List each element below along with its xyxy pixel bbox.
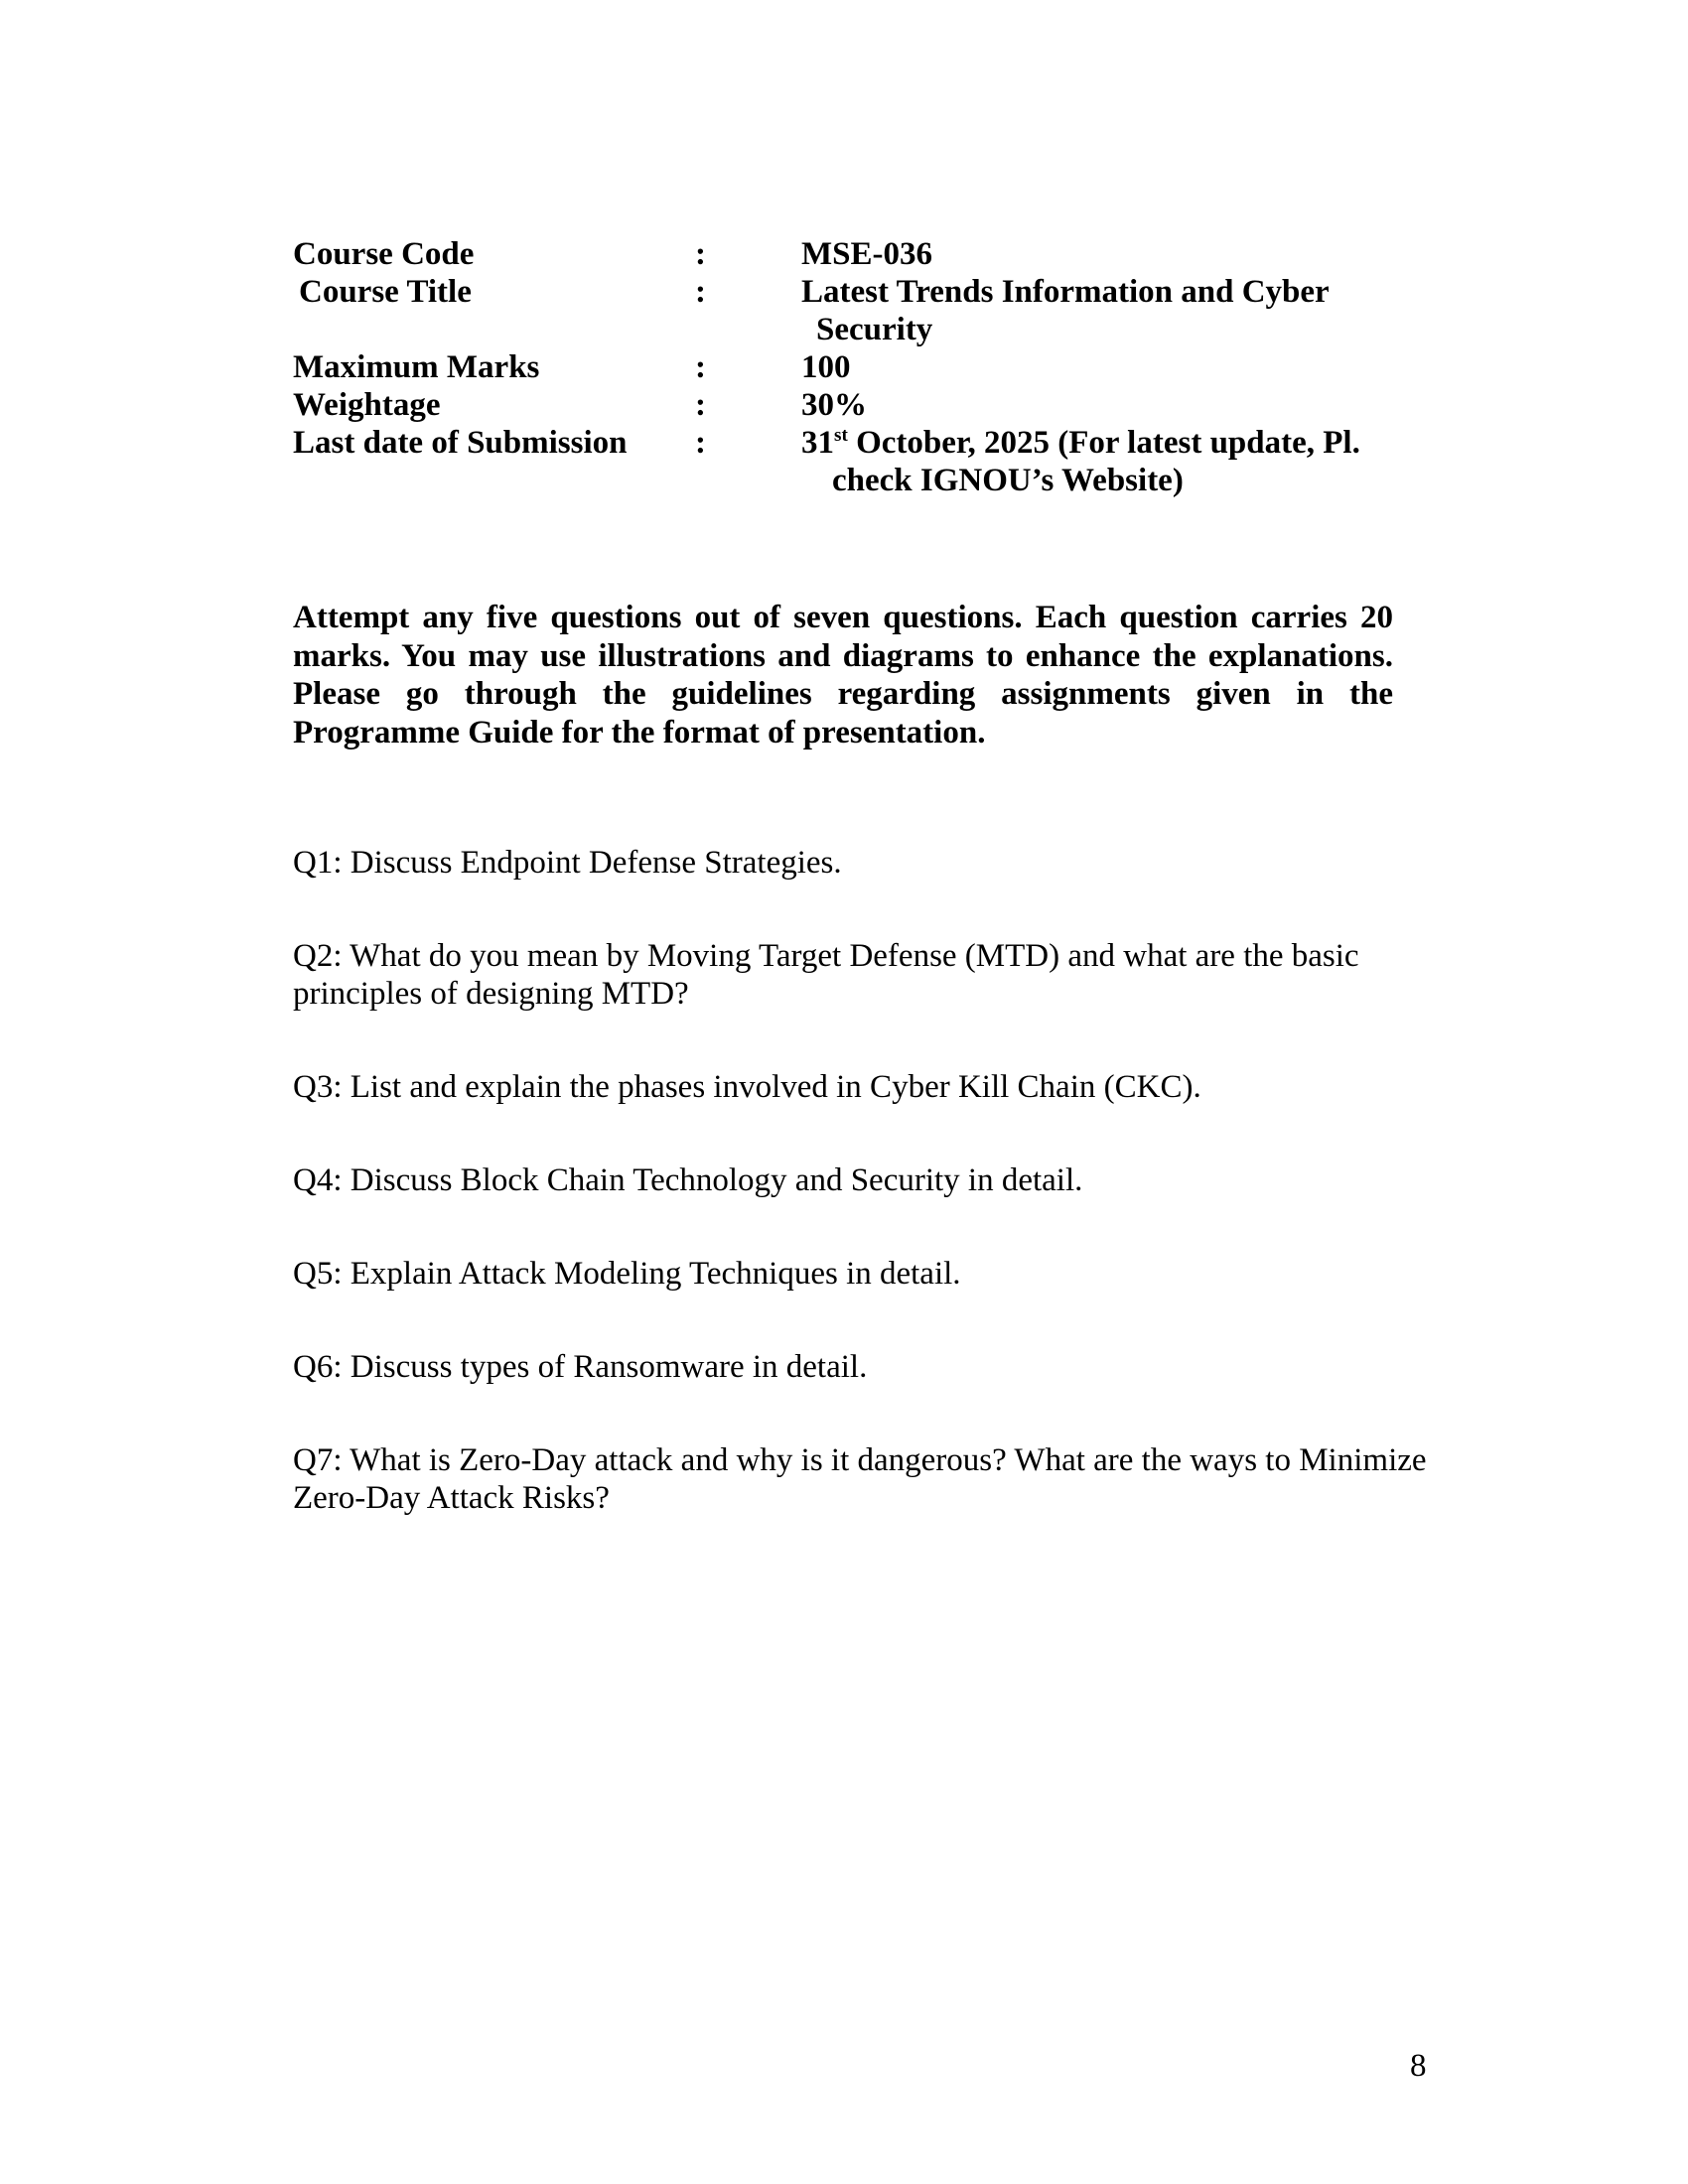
weightage-value: 30%	[801, 387, 867, 423]
submission-date-label: Last date of Submission	[293, 425, 628, 461]
course-info-block	[293, 235, 1440, 499]
maximum-marks-value: 100	[801, 349, 851, 385]
submission-date-line2: check IGNOU’s Website)	[832, 463, 1184, 498]
question-2: Q2: What do you mean by Moving Target Defense (MTD) and what are the basic principles of designing MTD?	[293, 938, 1359, 1012]
maximum-marks-row	[293, 348, 1440, 386]
colon-separator: :	[695, 274, 706, 310]
submission-date-row	[293, 424, 1440, 499]
assignment-instructions: Attempt any five questions out of seven questions. Each question carries 20 marks. You may use illustrations and diagrams to enhance the explanations. Please go through the guidelines regarding assignments given in the Programme Guide for the format of presentation.	[293, 600, 1393, 751]
colon-separator: :	[695, 387, 706, 423]
submission-date-rest: October, 2025 (For latest update, Pl.	[847, 425, 1360, 461]
maximum-marks-label: Maximum Marks	[293, 349, 540, 385]
question-7: Q7: What is Zero-Day attack and why is it dangerous? What are the ways to Minimize Zero-Day Attack Risks?	[293, 1442, 1427, 1516]
weightage-row	[293, 386, 1440, 424]
question-5: Q5: Explain Attack Modeling Techniques in detail.	[293, 1256, 961, 1292]
course-code-label: Course Code	[293, 236, 475, 272]
question-1: Q1: Discuss Endpoint Defense Strategies.	[293, 845, 842, 881]
course-title-row	[293, 273, 1440, 348]
colon-separator: :	[695, 236, 706, 272]
colon-separator: :	[695, 425, 706, 461]
page-number: 8	[1410, 2048, 1427, 2084]
question-6: Q6: Discuss types of Ransomware in detail.	[293, 1349, 868, 1385]
question-4: Q4: Discuss Block Chain Technology and Security in detail.	[293, 1162, 1083, 1198]
course-title-line2: Security	[816, 312, 933, 347]
course-title-line1: Latest Trends Information and Cyber	[801, 274, 1330, 310]
submission-date-value	[801, 424, 1440, 499]
course-code-row	[293, 235, 1440, 273]
submission-date-line1	[801, 424, 1440, 462]
weightage-label: Weightage	[293, 387, 441, 423]
questions-list	[293, 844, 1440, 1517]
colon-separator: :	[695, 349, 706, 385]
submission-ordinal: st	[834, 425, 848, 446]
course-code-value: MSE-036	[801, 236, 932, 272]
course-title-value	[801, 273, 1440, 348]
document-content	[293, 235, 1440, 1572]
course-title-label: Course Title	[299, 274, 472, 310]
submission-day: 31	[801, 425, 834, 461]
question-3: Q3: List and explain the phases involved in Cyber Kill Chain (CKC).	[293, 1069, 1201, 1105]
